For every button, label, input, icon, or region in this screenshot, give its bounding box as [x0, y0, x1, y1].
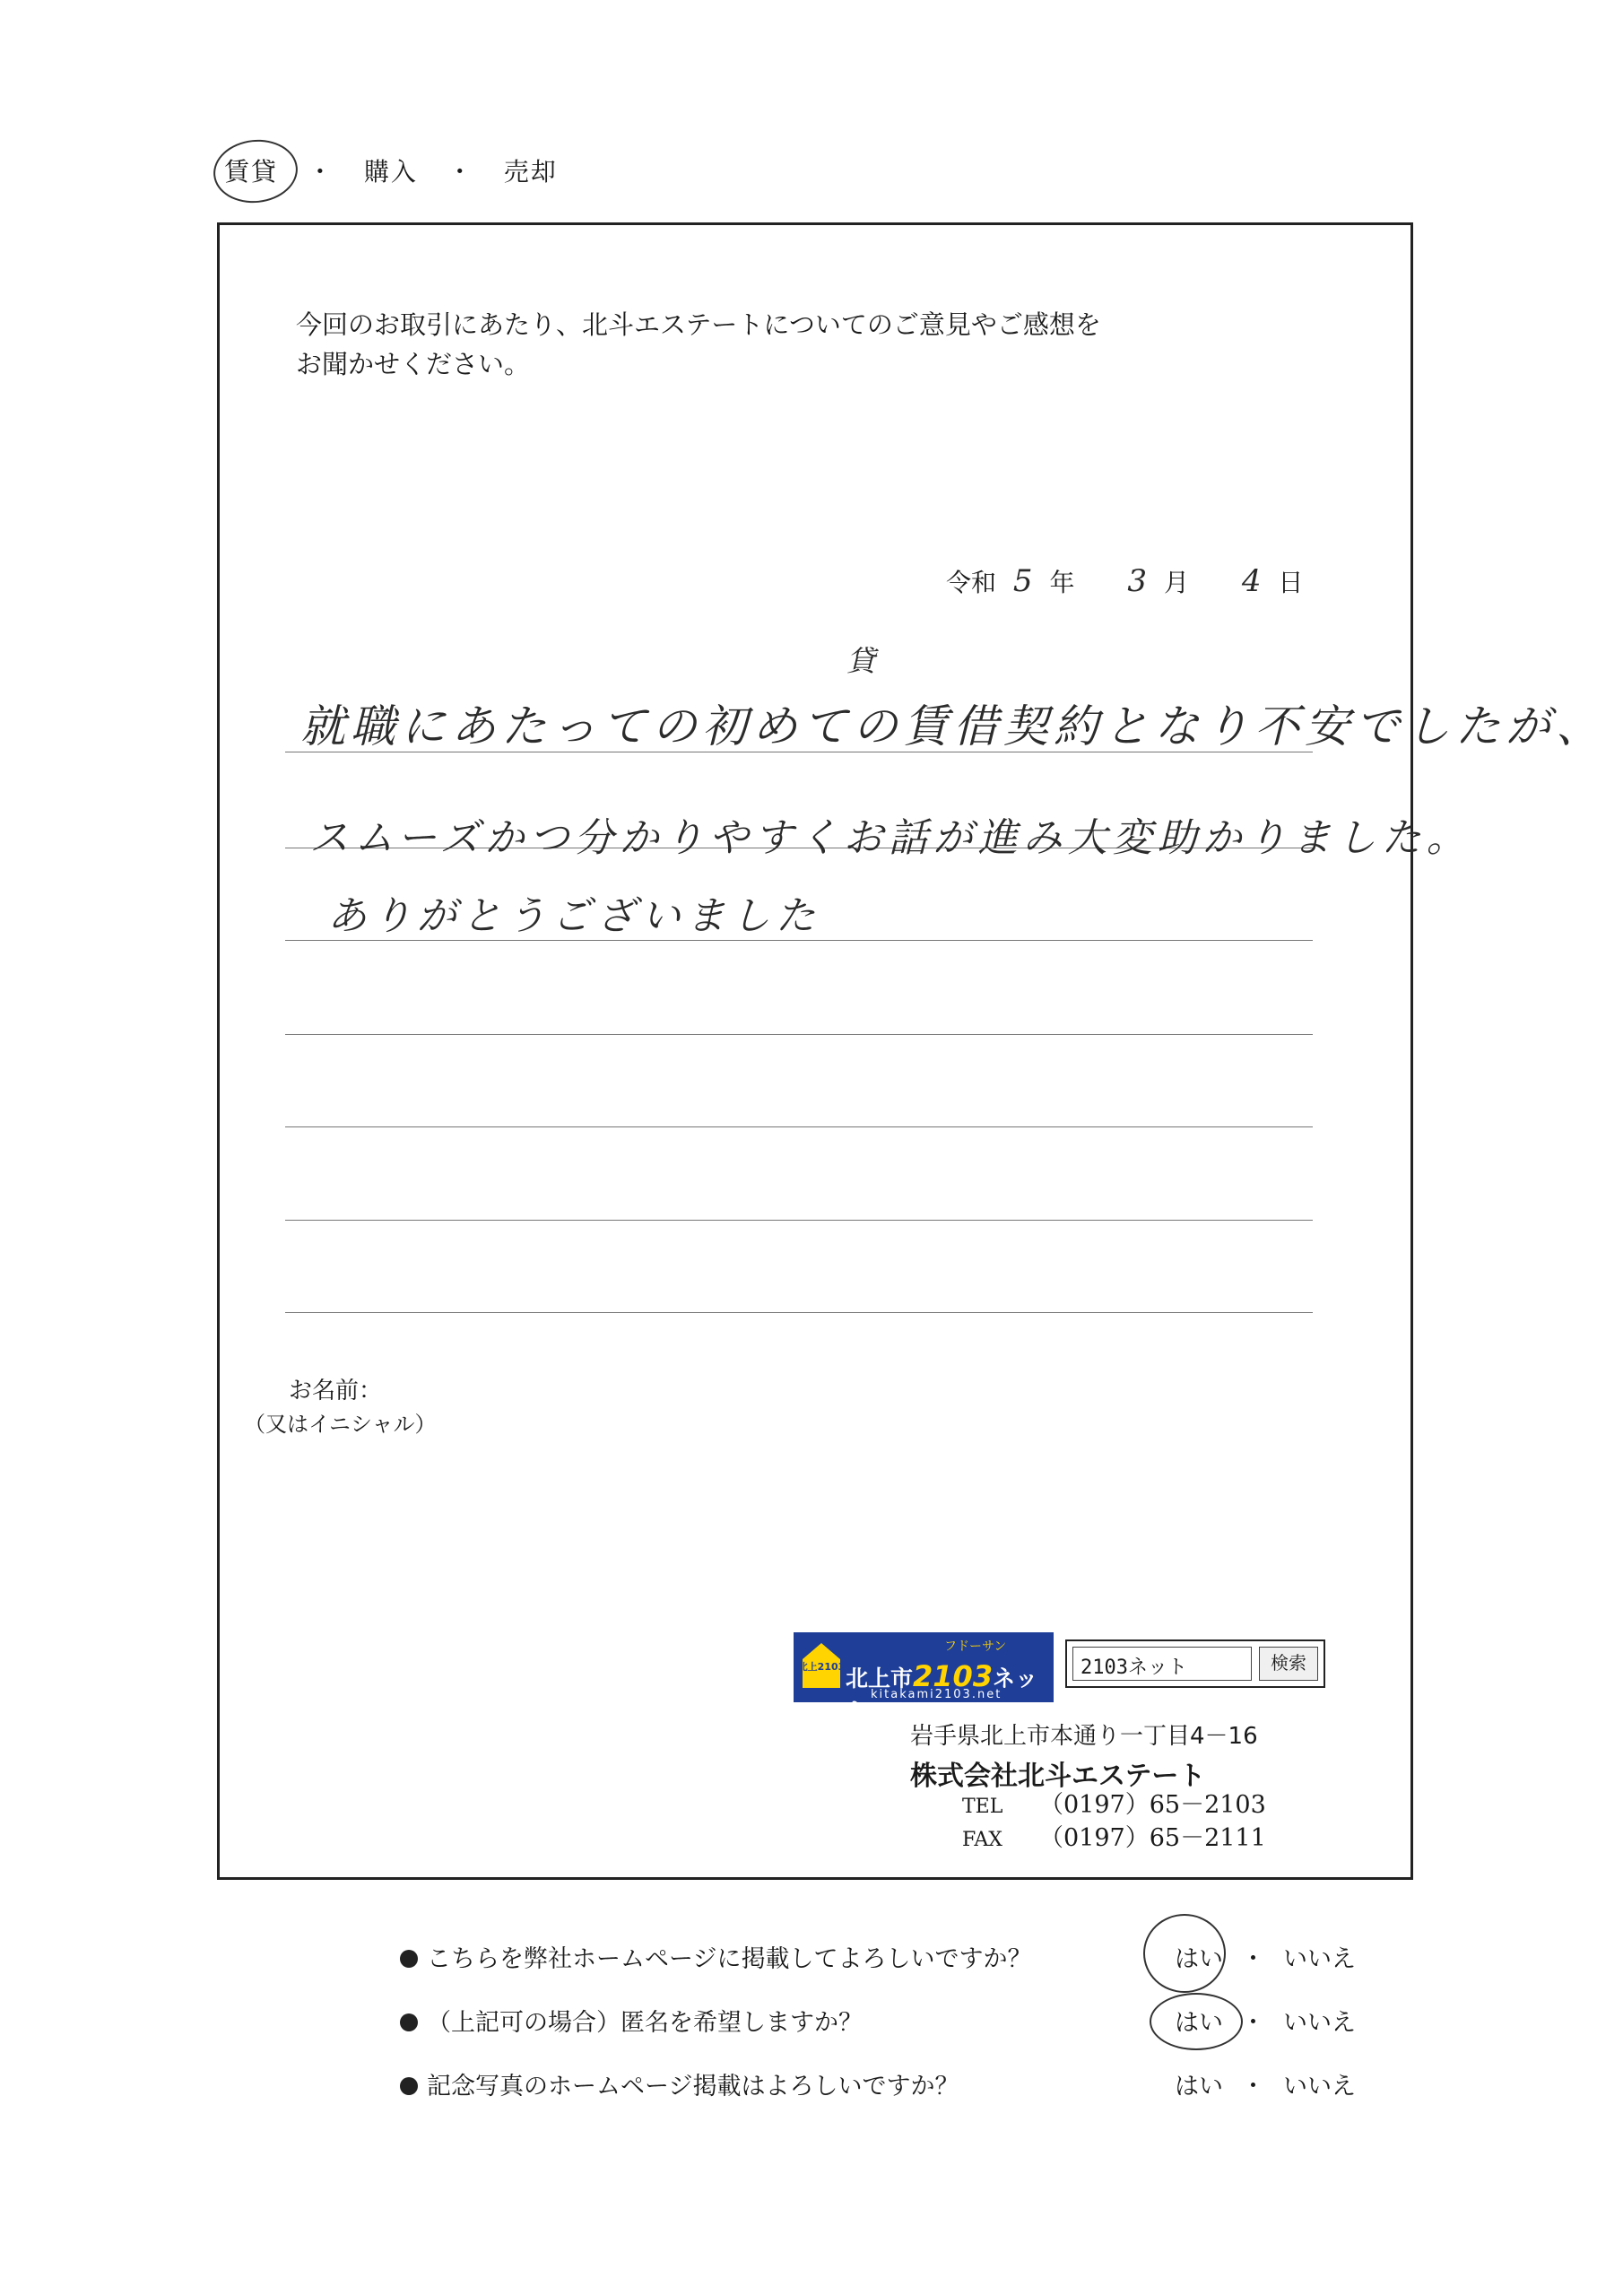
handwritten-comment-line: ありがとうございました	[327, 893, 820, 939]
site-logo: 北上2103 フドーサン 北上市2103ネット kitakami2103.net	[794, 1632, 1054, 1702]
search-box	[1065, 1639, 1325, 1688]
ruled-line	[285, 1312, 1313, 1313]
ruled-line	[285, 1034, 1313, 1035]
handwritten-correction: 貸	[846, 644, 876, 678]
bullet-icon	[400, 2077, 418, 2095]
ruled-line	[285, 1220, 1313, 1221]
date-day: 4	[1241, 563, 1262, 599]
answer-circle-mark	[1150, 1993, 1243, 2050]
bullet-icon	[400, 2013, 418, 2031]
svg-text:北上2103: 北上2103	[797, 1661, 846, 1673]
question-item: こちらを弊社ホームページに掲載してよろしいですか？	[400, 1939, 1031, 1974]
search-button[interactable]: 検索	[1259, 1647, 1318, 1681]
company-name: 株式会社北斗エステート	[910, 1761, 1206, 1792]
company-fax: FAX （0197）65－2111	[962, 1824, 1266, 1852]
house-icon	[797, 1641, 846, 1690]
answer-options: はい ・ いいえ	[1175, 2073, 1356, 2100]
answer-yes[interactable]: はい	[1175, 2073, 1223, 2100]
answer-no[interactable]: いいえ	[1283, 1945, 1356, 1973]
answer-no[interactable]: いいえ	[1283, 2073, 1356, 2100]
answer-options: はい ・ いいえ	[1175, 1945, 1356, 1973]
answer-yes[interactable]: はい	[1175, 2009, 1223, 2037]
date-year: 5	[1012, 563, 1033, 599]
date-field: 令和 5 年 3 月 4 日	[946, 563, 1304, 599]
date-month: 3	[1127, 563, 1148, 599]
handwritten-comment-line: 就職にあたっての初めての賃借契約となり不安でしたが、	[300, 700, 1606, 752]
name-label: お名前：	[289, 1378, 383, 1405]
type-option-sale[interactable]: 売却	[503, 157, 558, 187]
type-option-rental[interactable]: 賃貸	[224, 152, 278, 188]
answer-circle-mark	[1143, 1914, 1226, 1993]
question-item: 記念写真のホームページ掲載はよろしいですか？	[400, 2066, 959, 2101]
search-input[interactable]: 2103ネット	[1072, 1647, 1252, 1681]
feedback-frame	[217, 222, 1413, 1880]
answer-yes[interactable]: はい	[1175, 1945, 1223, 1973]
transaction-type-row: 賃貸 ・ 購入 ・ 売却	[224, 152, 577, 188]
answer-no[interactable]: いいえ	[1283, 2009, 1356, 2037]
type-option-purchase[interactable]: 購入	[363, 157, 418, 187]
question-item: （上記可の場合）匿名を希望しますか？	[400, 2003, 863, 2038]
feedback-prompt: 今回のお取引にあたり、北斗エステートについてのご意見やご感想を お聞かせください。	[296, 309, 1101, 379]
name-note: （又はイニシャル）	[244, 1412, 437, 1437]
bullet-icon	[400, 1950, 418, 1968]
ruled-line	[285, 1126, 1313, 1127]
company-tel: TEL （0197）65－2103	[962, 1791, 1266, 1819]
company-address: 岩手県北上市本通り一丁目4－16	[910, 1723, 1258, 1750]
selection-circle-mark	[211, 135, 301, 206]
answer-options: はい ・ いいえ	[1175, 2009, 1356, 2037]
handwritten-comment-line: スムーズかつ分かりやすくお話が進み大変助かりました。	[309, 815, 1471, 861]
